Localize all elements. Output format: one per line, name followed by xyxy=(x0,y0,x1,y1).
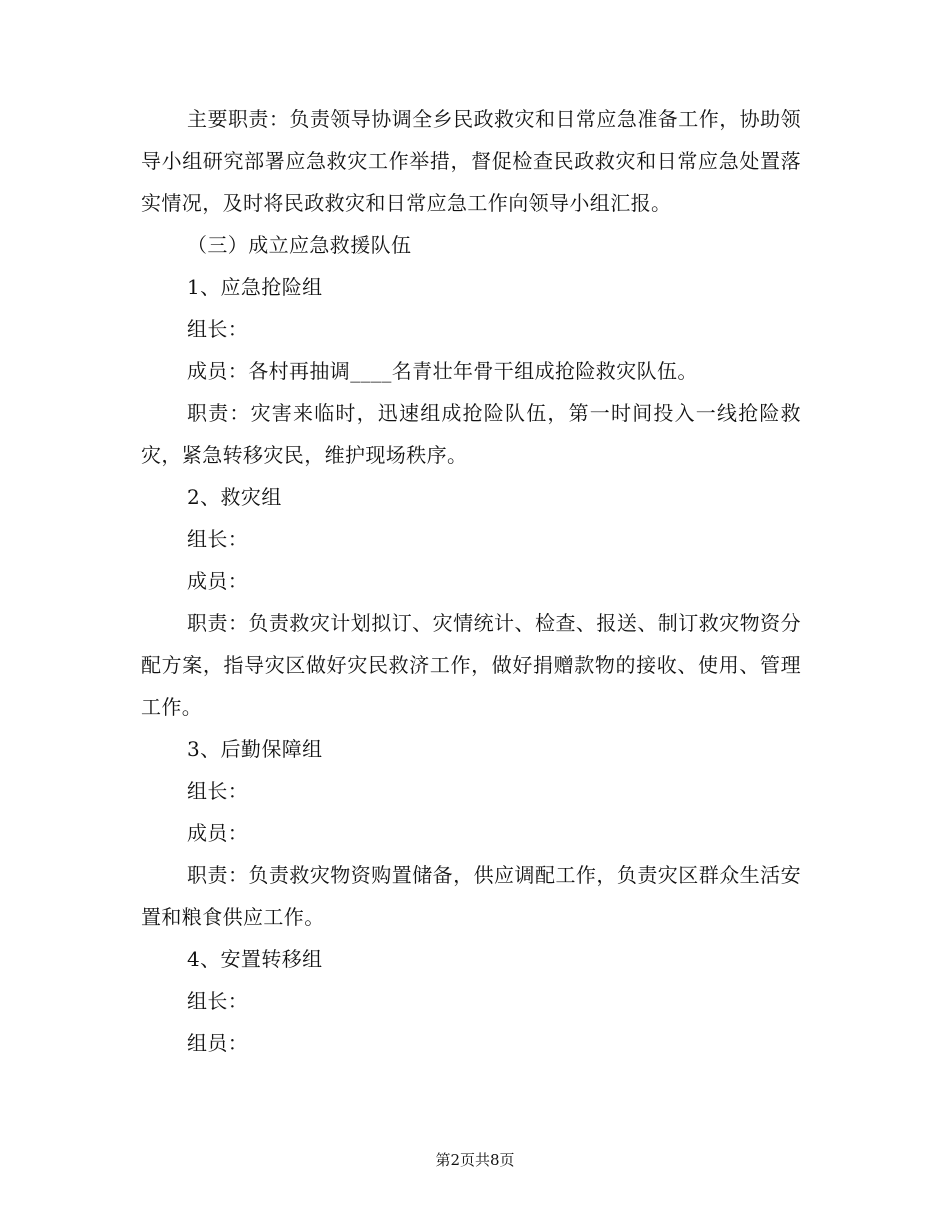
group-members-line: 成员： xyxy=(187,569,249,593)
subheading-emergency-rescue-group: 1、应急抢险组 xyxy=(187,275,323,299)
group-duties-paragraph: 职责：灾害来临时，迅速组成抢险队伍，第一时间投入一线抢险救灾，紧急转移灾民，维护现场秩序。 xyxy=(141,401,801,467)
group-members-line: 成员： xyxy=(187,821,249,845)
group-duties-paragraph: 职责：负责救灾计划拟订、灾情统计、检查、报送、制订救灾物资分配方案，指导灾区做好灾民救济工作，做好捐赠款物的接收、使用、管理工作。 xyxy=(141,611,801,719)
group-leader-line: 组长： xyxy=(187,317,249,341)
page-number-footer: 第2页共8页 xyxy=(435,1151,515,1169)
section-heading-rescue-teams: （三）成立应急救援队伍 xyxy=(187,233,412,257)
group-leader-line: 组长： xyxy=(187,527,249,551)
paragraph-main-duties: 主要职责：负责领导协调全乡民政救灾和日常应急准备工作，协助领导小组研究部署应急救灾工作举措，督促检查民政救灾和日常应急处置落实情况，及时将民政救灾和日常应急工作向领导小组汇报。 xyxy=(141,107,801,215)
group-leader-line: 组长： xyxy=(187,989,249,1013)
group-leader-line: 组长： xyxy=(187,779,249,803)
subheading-relief-group: 2、救灾组 xyxy=(187,485,282,509)
document-body xyxy=(141,98,801,1064)
subheading-logistics-group: 3、后勤保障组 xyxy=(187,737,323,761)
subheading-relocation-group: 4、安置转移组 xyxy=(187,947,323,971)
group-duties-paragraph: 职责：负责救灾物资购置储备，供应调配工作，负责灾区群众生活安置和粮食供应工作。 xyxy=(141,863,801,929)
group-members-line: 组员： xyxy=(187,1031,249,1055)
group-members-line: 成员：各村再抽调____名青壮年骨干组成抢险救灾队伍。 xyxy=(187,359,698,383)
